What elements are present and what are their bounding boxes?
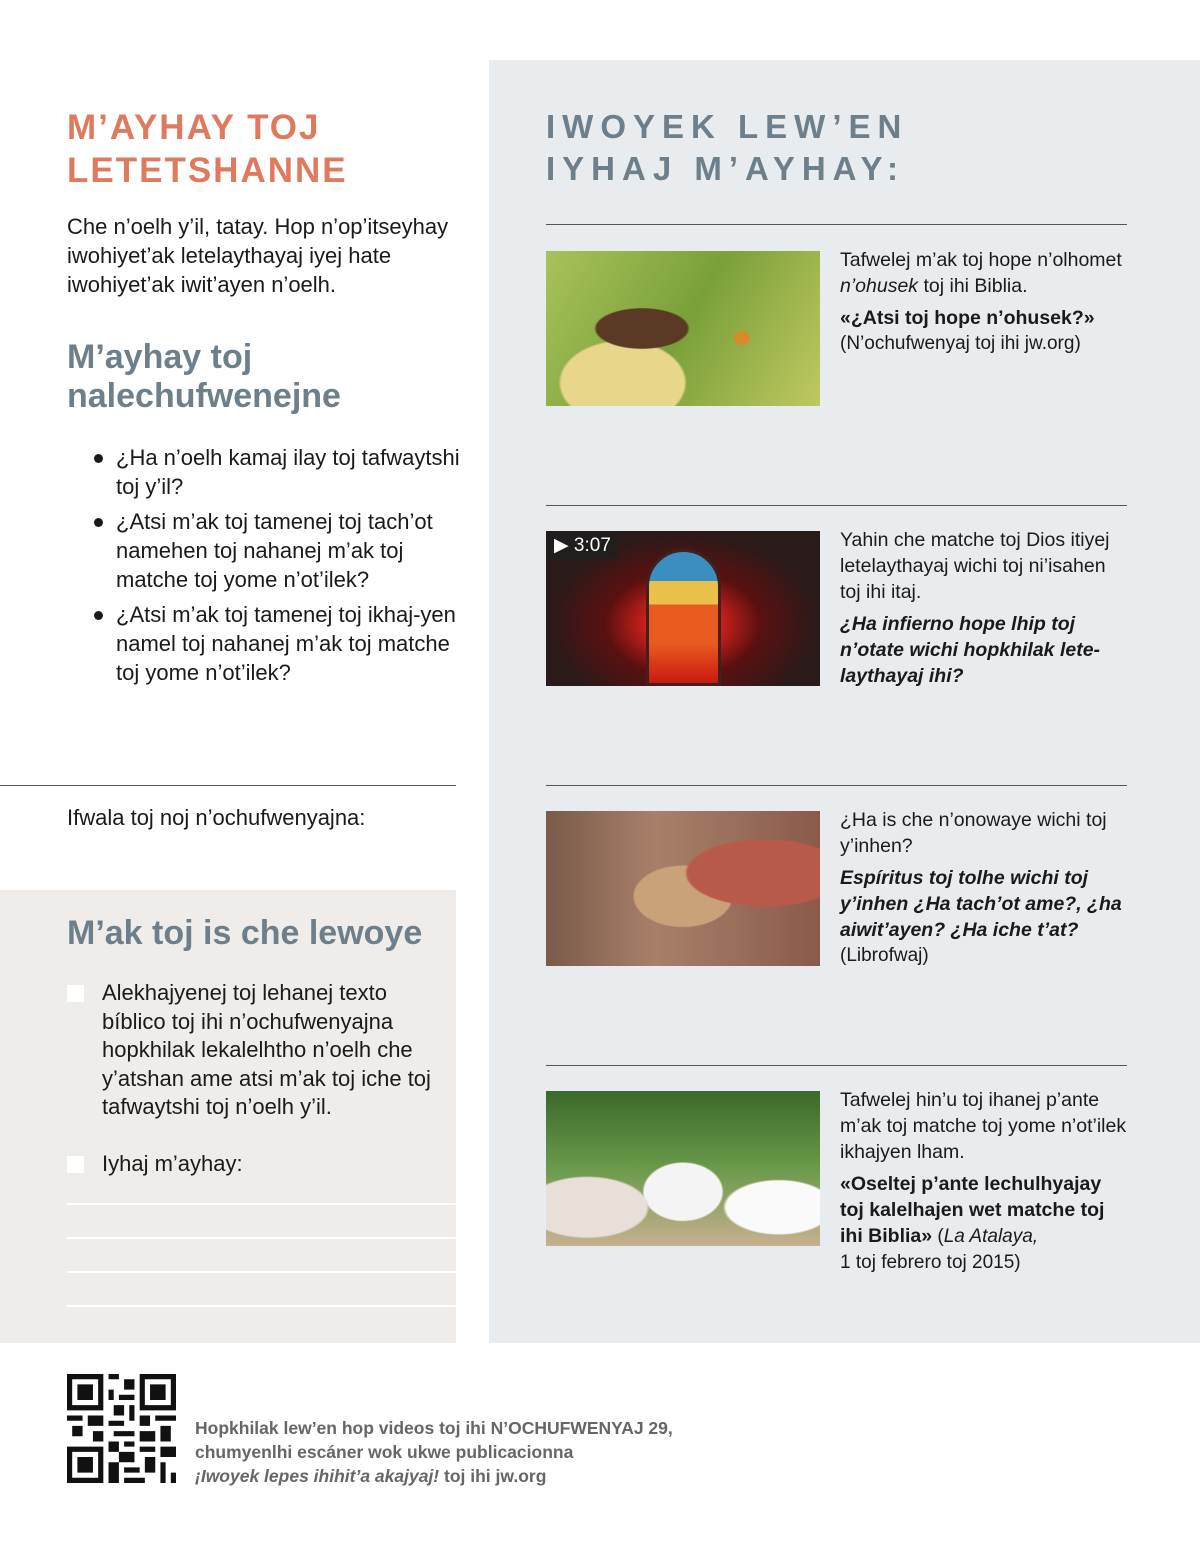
question-list (92, 443, 462, 693)
write-line[interactable] (67, 1237, 456, 1239)
todo-item[interactable] (67, 1150, 447, 1179)
divider (546, 505, 1127, 506)
todo-item[interactable] (67, 979, 447, 1122)
related-item (840, 527, 1130, 689)
question-item: ¿Atsi m’ak toj tamenej toj ikhaj-yen namel toj nahanej m’ak toj matche toj yome n’ot’ilek? (92, 600, 462, 687)
item-intro: Tafwelej hin’u toj ihanej p’ante m’ak toj matche toj yome n’ot’ilek ikhajyen lham. (840, 1089, 1127, 1163)
intro-text: Che n’oelh y’il, tatay. Hop n’op’itseyhay iwohiyet’ak letelaythayaj iyej hate iwohiyet’ak iwit’ayen n’oelh. (67, 214, 449, 297)
elderly-people-image[interactable] (546, 1091, 820, 1246)
video-duration-badge: ▶ 3:07 (548, 533, 617, 559)
related-item (840, 247, 1130, 357)
footer-text: Hopkhilak lew’en hop videos toj ihi N’OCHUFWENYAJ 29, chumyenlhi escáner wok ukwe publicacionna ¡Iwoyek lepes ihihit’a akajyaj! toj ihi jw.org (195, 1418, 673, 1486)
qr-code-icon[interactable] (67, 1374, 176, 1483)
related-item (840, 1087, 1130, 1276)
todo-text: Alekhajyenej toj lehanej texto bíblico toj ihi n’ochufwenyajna hopkhilak lekalelhtho n’oelh che y’atshan ame atsi m’ak toj iche toj tafwaytshi toj n’oelh y’il. (102, 980, 431, 1119)
question-item: ¿Ha n’oelh kamaj ilay toj tafwaytshi toj y’il? (92, 443, 462, 501)
divider (546, 785, 1127, 786)
write-line[interactable] (67, 1271, 456, 1273)
item-link[interactable]: Espíritus toj tolhe wichi toj y’inhen ¿Ha tach’ot ame?, ¿ha aiwit’ayen? ¿Ha iche t’at? (840, 867, 1122, 941)
todo-text: Iyhaj m’ayhay: (102, 1151, 243, 1176)
todo-heading: M’ak toj is che lewoye (67, 914, 423, 952)
related-heading (546, 106, 908, 190)
divider (0, 785, 456, 786)
related-heading-line: IWOYEK LEW’EN (546, 108, 909, 145)
item-intro: ¿Ha is che n’onowaye wichi toj y’inhen? (840, 809, 1107, 857)
divider (546, 224, 1127, 225)
write-line[interactable] (67, 1305, 456, 1307)
divider (546, 1065, 1127, 1066)
item-link[interactable]: «¿Atsi toj hope n’ohusek?» (840, 307, 1095, 329)
butterfly-icon (734, 331, 750, 345)
item-intro: Yahin che matche toj Dios itiyej letelaythayaj wichi toj ni’isahen toj ihi itaj. (840, 529, 1110, 603)
play-icon: ▶ (554, 535, 569, 556)
item-source: 1 toj febrero toj 2015) (840, 1252, 1021, 1273)
checkbox[interactable] (67, 985, 84, 1002)
related-item (840, 807, 1130, 969)
question-item: ¿Atsi m’ak toj tamenej toj tach’ot namehen toj nahanej m’ak toj matche toj yome n’ot’ilek? (92, 507, 462, 594)
next-visit-label: Ifwala toj noj n’ochufwenyajna: (67, 805, 366, 830)
item-link[interactable]: «Oseltej p’ante lechulhyajay toj kalelhajen wet matche toj ihi Biblia» (La Atalaya, (840, 1173, 1105, 1247)
window-image (646, 549, 721, 686)
item-source: (N’ochufwenyaj toj ihi jw.org) (840, 333, 1081, 354)
item-link[interactable]: ¿Ha infierno hope lhip toj n’otate wichi hopkhilak lete-laythayaj ihi? (840, 613, 1101, 687)
spirit-medium-image[interactable] (546, 811, 820, 966)
page-title: M’AYHAY TOJ LETETSHANNE (67, 108, 348, 190)
write-line[interactable] (67, 1203, 456, 1205)
related-heading-line: IYHAJ M’AYHAY: (546, 150, 906, 187)
questions-heading: M’ayhay toj nalechufwenejne (67, 338, 341, 415)
girl-butterfly-image[interactable] (546, 251, 820, 406)
item-intro: Tafwelej m’ak toj hope n’olhomet n’ohusek toj ihi Biblia. (840, 249, 1122, 297)
checkbox[interactable] (67, 1156, 84, 1173)
item-source: (Librofwaj) (840, 945, 929, 966)
